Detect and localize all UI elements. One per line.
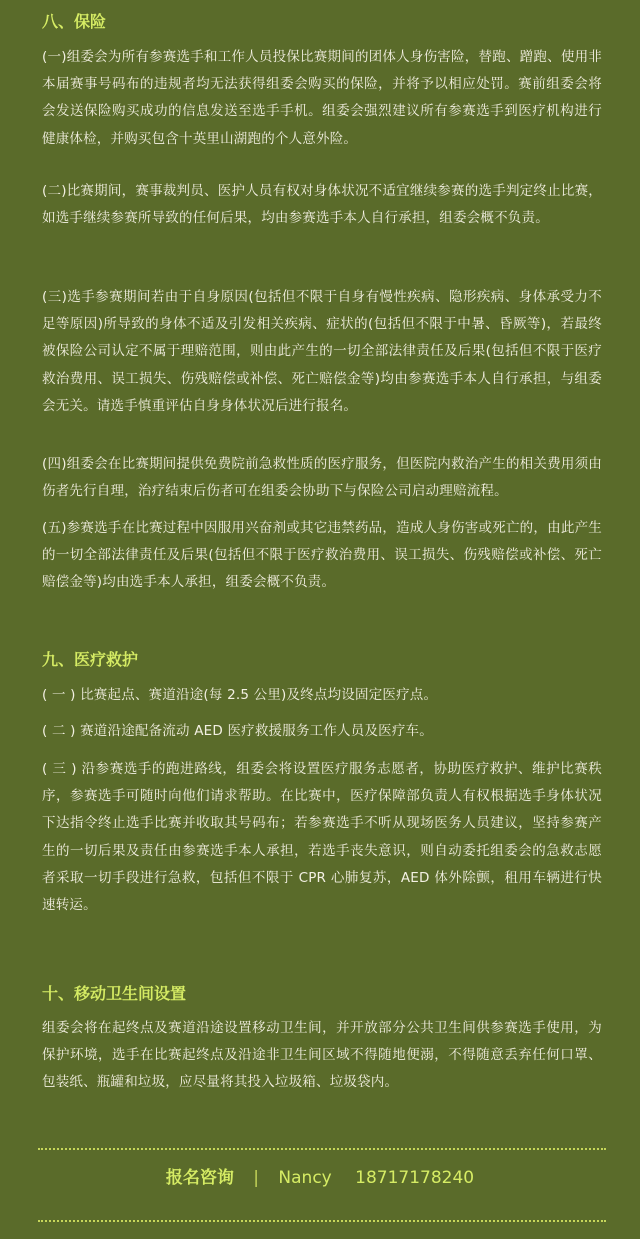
insurance-item-5: (五)参赛选手在比赛过程中因服用兴奋剂或其它违禁药品，造成人身伤害或死亡的，由此产生的一切全部法律责任及后果(包括但不限于医疗救治费用、误工损失、伤残赔偿或补偿、死亡赔偿金等)均由选手本人承担，组委会概不负责。: [42, 520, 602, 591]
section-title-insurance: 八、保险: [42, 12, 107, 31]
toilet-item-1: 组委会将在起终点及赛道沿途设置移动卫生间，并开放部分公共卫生间供参赛选手使用，为保护环境，选手在比赛起终点及沿途非卫生间区域不得随地便溺，不得随意丢弃任何口罩、包装纸、瓶罐和垃圾，应尽量将其投入垃圾箱、垃圾袋内。: [42, 1020, 602, 1091]
contact-label: 报名咨询: [165, 1168, 234, 1188]
insurance-item-1: (一)组委会为所有参赛选手和工作人员投保比赛期间的团体人身伤害险，替跑、蹭跑、使用非本届赛事号码布的违规者均无法获得组委会购买的保险，并将予以相应处罚。赛前组委会将会发送保险购买成功的信息发送至选手手机。组委会强烈建议所有参赛选手到医疗机构进行健康体检，并购买包含十英里山湖跑的个人意外险。: [42, 49, 602, 147]
medical-item-2: ( 二 ) 赛道沿途配备流动 AED 医疗救援服务工作人员及医疗车。: [42, 723, 433, 739]
medical-item-1: ( 一 ) 比赛起点、赛道沿途(每 2.5 公里)及终点均设固定医疗点。: [42, 687, 438, 703]
contact-name: Nancy: [278, 1168, 332, 1188]
insurance-item-2: (二)比赛期间，赛事裁判员、医护人员有权对身体状况不适宜继续参赛的选手判定终止比赛，如选手继续参赛所导致的任何后果，均由参赛选手本人自行承担，组委会概不负责。: [42, 183, 602, 227]
section-title-medical: 九、医疗救护: [42, 650, 139, 669]
divider-top: [38, 1148, 606, 1150]
insurance-item-4: (四)组委会在比赛期间提供免费院前急救性质的医疗服务，但医院内救治产生的相关费用须由伤者先行自理，治疗结束后伤者可在组委会协助下与保险公司启动理赔流程。: [42, 456, 602, 500]
insurance-item-3: (三)选手参赛期间若由于自身原因(包括但不限于自身有慢性疾病、隐形疾病、身体承受力不足等原因)所导致的身体不适及引发相关疾病、症状的(包括但不限于中暑、昏厥等)，若最终被保险公司认定不属于理赔范围，则由此产生的一切全部法律责任及后果(包括但不限于医疗救治费用、误工损失、伤残赔偿或补偿、死亡赔偿金等)均由参赛选手本人自行承担，与组委会无关。请选手慎重评估自身身体状况后进行报名。: [42, 289, 602, 414]
contact-footer: [0, 1166, 640, 1190]
medical-item-3: ( 三 ) 沿参赛选手的跑进路线，组委会将设置医疗服务志愿者，协助医疗救护、维护比赛秩序，参赛选手可随时向他们请求帮助。在比赛中，医疗保障部负责人有权根据选手身体状况下达指令终止选手比赛并收取其号码布；若参赛选手不听从现场医务人员建议，坚持参赛产生的一切后果及责任由参赛选手本人承担，若选手丧失意识，则自动委托组委会的急救志愿者采取一切手段进行急救，包括但不限于 CPR 心肺复苏，AED 体外除颤，租用车辆进行快速转运。: [42, 761, 602, 914]
footer-separator: |: [253, 1168, 259, 1188]
section-title-toilet: 十、移动卫生间设置: [42, 984, 187, 1003]
contact-phone[interactable]: 18717178240: [355, 1168, 475, 1188]
divider-bottom: [38, 1220, 606, 1222]
